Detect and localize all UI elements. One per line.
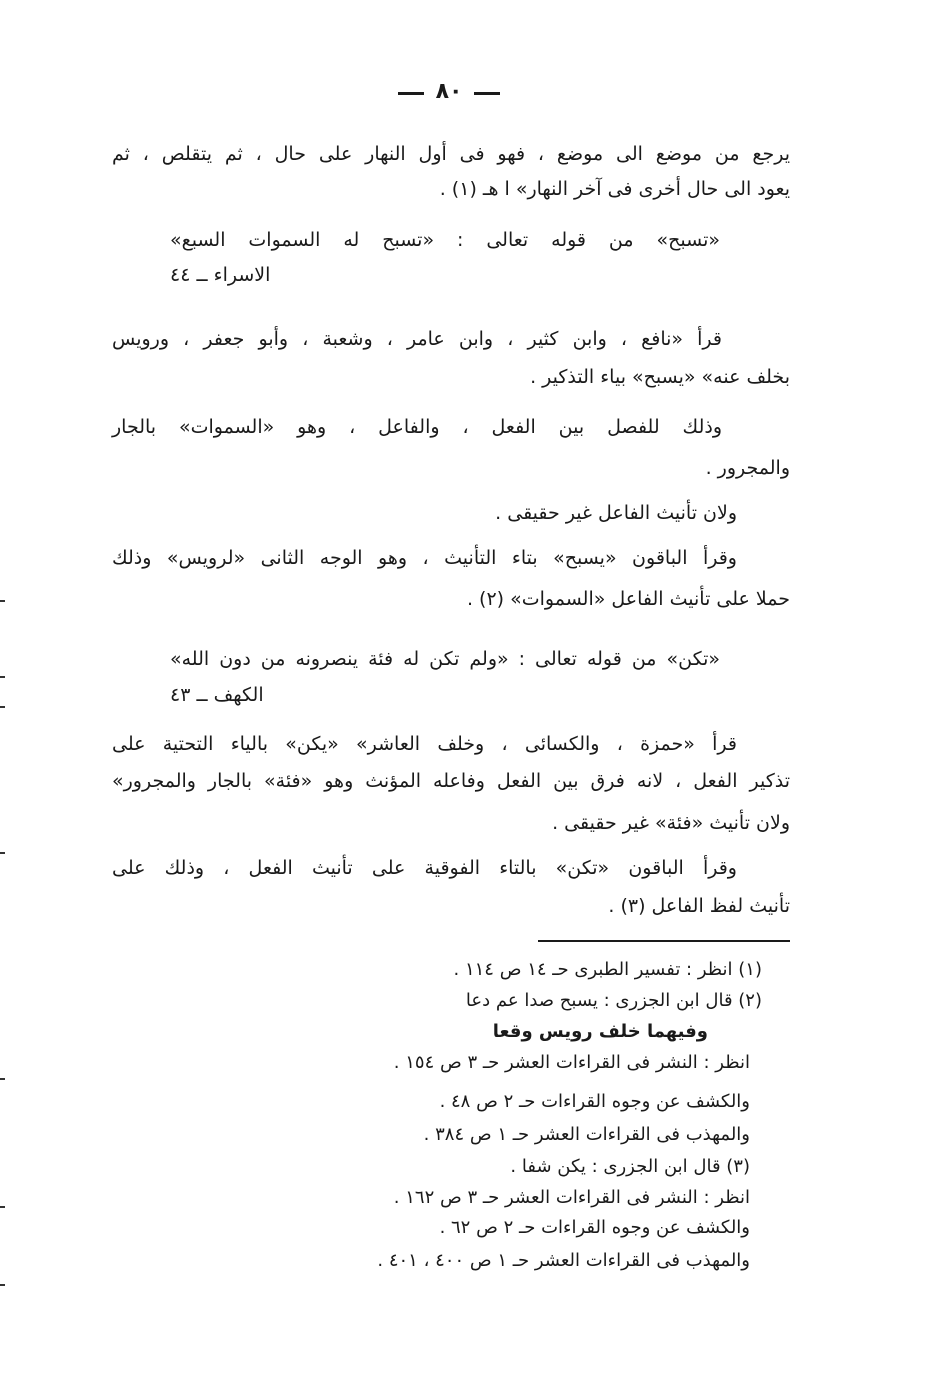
scan-mark — [0, 600, 5, 602]
scan-mark — [0, 676, 5, 678]
text-line: تأنيث لفظ الفاعل (٣) . — [608, 895, 790, 917]
text-line: وذلك للفصل بين الفعل ، والفاعل ، وهو «السموات» بالجار — [112, 416, 722, 438]
footnote-separator — [538, 940, 790, 942]
footnote-line: والكشف عن وجوه القراءات حـ ٢ ص ٤٨ . — [439, 1091, 750, 1112]
text-line: قرأ «حمزة ، والكسائى ، وخلف العاشر» «يكن» بالياء التحتية على — [112, 733, 737, 755]
text-line: ولان تأنيث «فئة» غير حقيقى . — [552, 812, 790, 834]
footnote-line: (٢) قال ابن الجزرى : يسبح صدا عم دعا — [465, 990, 762, 1011]
text-line: وقرأ الباقون «يسبح» بتاء التأنيث ، وهو الوجه الثانى «لرويس» وذلك — [112, 547, 737, 569]
scan-mark — [0, 852, 5, 854]
text-line: يرجع من موضع الى موضع ، فهو فى أول النهار على حال ، ثم يتقلص ، ثم — [112, 143, 790, 165]
text-line: حملا على تأنيث الفاعل «السموات» (٢) . — [466, 588, 790, 610]
scan-mark — [0, 1284, 5, 1286]
text-line: والمجرور . — [705, 457, 790, 479]
text-line: بخلف عنه» «يسبح» بياء التذكير . — [530, 366, 790, 388]
text-line: وقرأ الباقون «تكن» بالتاء الفوقية على تأنيث الفعل ، وذلك على — [112, 857, 737, 879]
verse-line: «تكن» من قوله تعالى : «ولم تكن له فئة ينصرونه من دون الله» — [170, 648, 720, 670]
header-dash-left — [398, 92, 424, 95]
footnote-line: والكشف عن وجوه القراءات حـ ٢ ص ٦٢ . — [439, 1217, 750, 1238]
verse-line: «تسبح» من قوله تعالى : «تسبح له السموات السبع» — [170, 229, 720, 251]
verse-reference: الاسراء ــ ٤٤ — [170, 264, 271, 286]
footnote-line: والمهذب فى القراءات العشر حـ ١ ص ٤٠٠ ، ٤٠١ . — [377, 1250, 750, 1271]
text-line: تذكير الفعل ، لانه فرق بين الفعل وفاعله المؤنث وهو «فئة» بالجار والمجرور» — [112, 770, 790, 792]
footnote-line: والمهذب فى القراءات العشر حـ ١ ص ٣٨٤ . — [423, 1124, 750, 1145]
footnote-line: (١) انظر : تفسير الطبرى حـ ١٤ ص ١١٤ . — [453, 959, 762, 980]
header-dash-right — [474, 92, 500, 95]
text-line: ولان تأنيث الفاعل غير حقيقى . — [495, 502, 737, 524]
footnote-line: وفيهما خلف رويس وقعا — [492, 1021, 708, 1042]
footnote-line: انظر : النشر فى القراءات العشر حـ ٣ ص ١٥٤ . — [393, 1052, 750, 1073]
page-number-header — [398, 78, 500, 106]
scan-mark — [0, 1078, 5, 1080]
text-line: قرأ «نافع ، وابن كثير ، وابن عامر ، وشعبة ، وأبو جعفر ، ورويس — [112, 328, 722, 350]
verse-reference: الكهف ــ ٤٣ — [170, 684, 264, 706]
scan-mark — [0, 706, 5, 708]
footnote-line: انظر : النشر فى القراءات العشر حـ ٣ ص ١٦٢ . — [393, 1187, 750, 1208]
scan-mark — [0, 1206, 5, 1208]
page-number: ٨٠ — [435, 79, 463, 104]
text-line: يعود الى حال أخرى فى آخر النهار» ا هـ (١) . — [439, 178, 790, 200]
footnote-line: (٣) قال ابن الجزرى : يكن شفا . — [510, 1156, 750, 1177]
